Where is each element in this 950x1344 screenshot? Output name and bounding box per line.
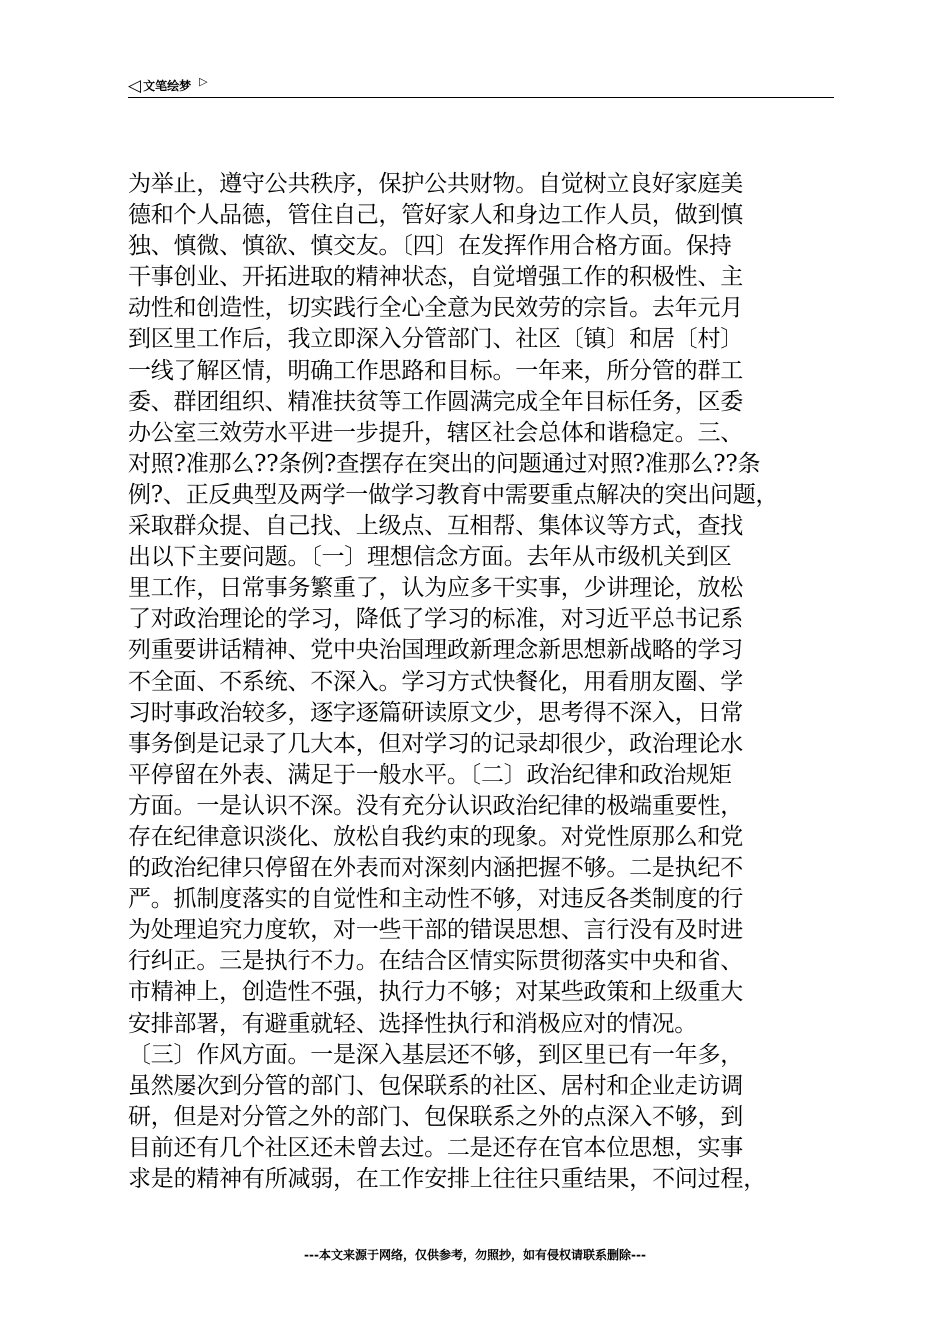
text-line: 习时事政治较多，逐字逐篇研读原文少，思考得不深入，日常 bbox=[128, 699, 744, 726]
header-divider bbox=[128, 97, 834, 98]
text-line: 例?、正反典型及两学一做学习教育中需要重点解决的突出问题， bbox=[128, 481, 779, 508]
text-line: 存在纪律意识淡化、放松自我约束的现象。对党性原那么和党 bbox=[128, 823, 744, 850]
text-line: 到区里工作后，我立即深入分管部门、社区〔镇〕和居〔村〕 bbox=[128, 326, 744, 353]
text-line: 出以下主要问题。〔一〕理想信念方面。去年从市级机关到区 bbox=[128, 544, 732, 571]
text-line: 干事创业、开拓进取的精神状态，自觉增强工作的积极性、主 bbox=[128, 264, 744, 291]
text-line: 安排部署，有避重就轻、选择性执行和消极应对的情况。 bbox=[128, 1010, 698, 1037]
text-line: 不全面、不系统、不深入。学习方式快餐化，用看朋友圈、学 bbox=[128, 668, 744, 695]
text-line: 为举止，遵守公共秩序，保护公共财物。自觉树立良好家庭美 bbox=[128, 171, 744, 197]
text-line: 列重要讲话精神、党中央治国理政新理念新思想新战略的学习 bbox=[128, 637, 744, 664]
text-line: 委、群团组织、精准扶贫等工作圆满完成全年目标任务，区委 bbox=[128, 388, 744, 415]
text-line: 里工作，日常事务繁重了，认为应多干实事，少讲理论，放松 bbox=[128, 575, 744, 602]
text-line: 德和个人品德，管住自己，管好家人和身边工作人员，做到慎 bbox=[128, 202, 744, 229]
text-line: 求是的精神有所减弱，在工作安排上往往只重结果，不问过程， bbox=[128, 1166, 767, 1192]
text-line: 平停留在外表、满足于一般水平。〔二〕政治纪律和政治规矩 bbox=[128, 761, 732, 788]
page-header bbox=[128, 76, 834, 98]
text-line: 目前还有几个社区还未曾去过。二是还存在官本位思想，实事 bbox=[128, 1134, 744, 1161]
left-triangle-icon: ◁ bbox=[128, 76, 142, 96]
text-line: 为处理追究力度软，对一些干部的错误思想、言行没有及时进 bbox=[128, 917, 744, 944]
text-line: 严。抓制度落实的自觉性和主动性不够，对违反各类制度的行 bbox=[128, 886, 744, 913]
text-line: 一线了解区情，明确工作思路和目标。一年来，所分管的群工 bbox=[128, 357, 744, 384]
text-line: 采取群众提、自己找、上级点、互相帮、集体议等方式，查找 bbox=[128, 513, 744, 540]
text-line: 研，但是对分管之外的部门、包保联系之外的点深入不够，到 bbox=[128, 1103, 744, 1130]
text-line: 市精神上，创造性不强，执行力不够；对某些政策和上级重大 bbox=[128, 979, 744, 1006]
text-line: 动性和创造性，切实践行全心全意为民效劳的宗旨。去年元月 bbox=[128, 295, 744, 322]
text-line: 虽然屡次到分管的部门、包保联系的社区、居村和企业走访调 bbox=[128, 1072, 744, 1099]
right-triangle-icon: ▷ bbox=[199, 75, 208, 88]
header-brand-group bbox=[128, 76, 208, 96]
document-body bbox=[128, 169, 840, 1195]
text-line: 的政治纪律只停留在外表而对深刻内涵把握不够。二是执纪不 bbox=[128, 855, 744, 882]
text-line: 方面。一是认识不深。没有充分认识政治纪律的极端重要性， bbox=[128, 792, 744, 819]
text-line: 了对政治理论的学习，降低了学习的标准，对习近平总书记系 bbox=[128, 606, 744, 633]
text-line: 行纠正。三是执行不力。在结合区情实际贯彻落实中央和省、 bbox=[128, 948, 744, 975]
text-line: 对照?准那么??条例?查摆存在突出的问题通过对照?准那么??条 bbox=[128, 450, 761, 477]
text-line: 〔三〕作风方面。一是深入基层还不够，到区里已有一年多， bbox=[128, 1041, 744, 1068]
text-line: 事务倒是记录了几大本，但对学习的记录却很少，政治理论水 bbox=[128, 730, 744, 757]
page-footer: ---本文来源于网络，仅供参考，勿照抄，如有侵权请联系删除--- bbox=[304, 1248, 646, 1262]
text-line: 办公室三效劳水平进一步提升，辖区社会总体和谐稳定。三、 bbox=[128, 419, 744, 446]
header-brand: 文笔绘梦 bbox=[143, 79, 192, 93]
text-line: 独、慎微、慎欲、慎交友。〔四〕在发挥作用合格方面。保持 bbox=[128, 233, 732, 260]
